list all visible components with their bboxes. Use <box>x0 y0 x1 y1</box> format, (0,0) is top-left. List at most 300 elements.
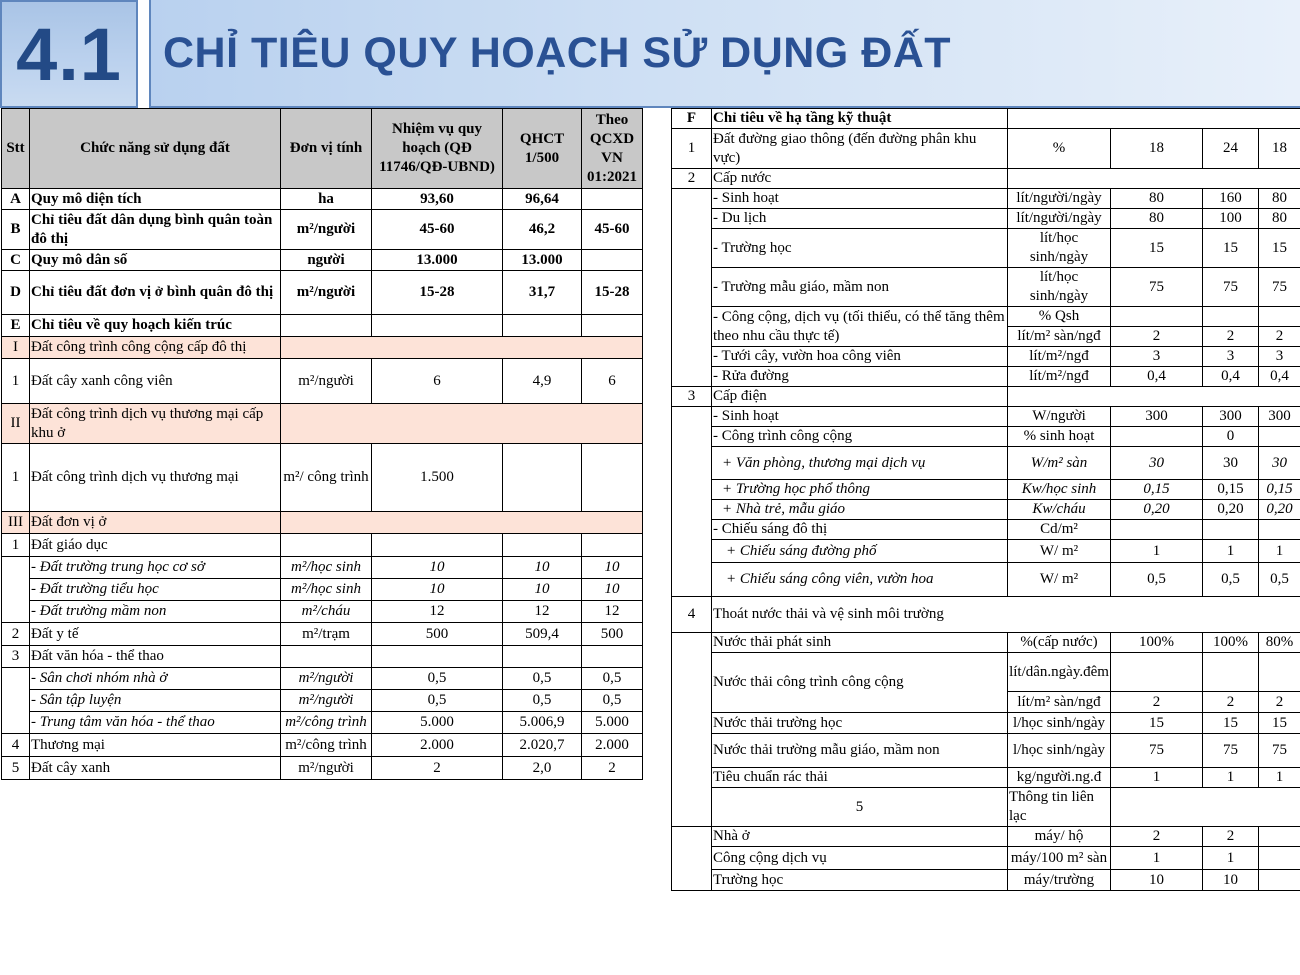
table-row <box>672 447 1300 480</box>
cell <box>2 557 30 623</box>
cell: Nước thải phát sinh <box>712 633 1008 653</box>
cell <box>1111 427 1203 447</box>
cell: 75 <box>1111 268 1203 307</box>
header-cell: Đơn vị tính <box>281 109 372 189</box>
cell: 0,4 <box>1259 367 1300 387</box>
table-row <box>672 653 1300 692</box>
table-row <box>2 668 643 690</box>
cell: C <box>2 250 30 271</box>
cell <box>1008 169 1300 189</box>
cell: W/ m² <box>1008 563 1111 597</box>
cell <box>582 444 643 512</box>
cell: 0,5 <box>1259 563 1300 597</box>
cell: 300 <box>1111 407 1203 427</box>
cell: Thông tin liên lạc <box>1008 788 1111 827</box>
table-row <box>2 601 643 623</box>
cell <box>372 534 503 557</box>
cell: 12 <box>582 601 643 623</box>
table-row <box>2 557 643 579</box>
cell <box>281 646 372 668</box>
cell: 5.000 <box>582 712 643 734</box>
cell: - Tưới cây, vườn hoa công viên <box>712 347 1008 367</box>
table-row <box>2 646 643 668</box>
cell <box>1259 653 1300 692</box>
cell: Đất công trình công cộng cấp đô thị <box>30 337 281 359</box>
cell: 1 <box>1203 540 1259 563</box>
cell: 10 <box>1203 870 1259 891</box>
cell: 31,7 <box>503 271 582 315</box>
cell: W/m² sàn <box>1008 447 1111 480</box>
cell: - Đất trường tiểu học <box>30 579 281 601</box>
table-row <box>2 623 643 646</box>
cell: 0,15 <box>1111 480 1203 500</box>
cell: 100 <box>1203 209 1259 229</box>
cell: 2,0 <box>503 757 582 780</box>
cell: 1 <box>2 444 30 512</box>
header-cell: Stt <box>2 109 30 189</box>
cell: D <box>2 271 30 315</box>
cell: m²/công trình <box>281 712 372 734</box>
cell: 1.500 <box>372 444 503 512</box>
cell: - Công trình công cộng <box>712 427 1008 447</box>
cell <box>1111 788 1300 827</box>
cell: E <box>2 315 30 337</box>
table-row <box>2 690 643 712</box>
cell: 4 <box>2 734 30 757</box>
cell: lít/học sinh/ngày <box>1008 268 1111 307</box>
cell: 500 <box>372 623 503 646</box>
cell: 45-60 <box>372 210 503 250</box>
cell: m²/người <box>281 271 372 315</box>
cell: Quy mô diện tích <box>30 189 281 210</box>
table-row <box>672 109 1300 129</box>
cell: 0,5 <box>1203 563 1259 597</box>
cell: l/học sinh/ngày <box>1008 713 1111 734</box>
section-row <box>2 404 643 444</box>
cell: 80 <box>1111 189 1203 209</box>
cell: Cd/m² <box>1008 520 1111 540</box>
cell: 2 <box>1259 692 1300 713</box>
cell: Đất cây xanh công viên <box>30 359 281 404</box>
cell: 75 <box>1203 268 1259 307</box>
cell: 160 <box>1203 189 1259 209</box>
cell: % Qsh <box>1008 307 1111 327</box>
cell <box>672 189 712 387</box>
cell <box>1008 109 1300 129</box>
cell: máy/trường <box>1008 870 1111 891</box>
cell: 2 <box>1259 327 1300 347</box>
cell: 3 <box>2 646 30 668</box>
table-row <box>2 734 643 757</box>
cell: 18 <box>1111 129 1203 169</box>
cell: + Trường học phổ thông <box>712 480 1008 500</box>
table-row <box>2 359 643 404</box>
cell: 0,20 <box>1259 500 1300 520</box>
cell: 30 <box>1203 447 1259 480</box>
cell: l/học sinh/ngày <box>1008 734 1111 768</box>
table-row <box>672 500 1300 520</box>
cell: Công cộng dịch vụ <box>712 847 1008 870</box>
cell: Quy mô dân số <box>30 250 281 271</box>
cell <box>1203 520 1259 540</box>
cell: m²/ công trình <box>281 444 372 512</box>
cell: 2 <box>582 757 643 780</box>
table-row <box>672 847 1300 870</box>
cell: Chỉ tiêu về quy hoạch kiến trúc <box>30 315 281 337</box>
cell <box>672 407 712 597</box>
cell: + Chiếu sáng công viên, vườn hoa <box>712 563 1008 597</box>
table-row <box>672 633 1300 653</box>
cell <box>1259 427 1300 447</box>
cell <box>281 512 643 534</box>
cell <box>672 633 712 827</box>
cell: 1 <box>1111 768 1203 788</box>
cell: - Sân chơi nhóm nhà ở <box>30 668 281 690</box>
cell: + Văn phòng, thương mại dịch vụ <box>712 447 1008 480</box>
cell: 24 <box>1203 129 1259 169</box>
table-row <box>672 480 1300 500</box>
cell <box>503 315 582 337</box>
cell: - Sân tập luyện <box>30 690 281 712</box>
cell: + Nhà trẻ, mẫu giáo <box>712 500 1008 520</box>
cell: Đất y tế <box>30 623 281 646</box>
cell <box>372 315 503 337</box>
land-use-table <box>1 108 643 780</box>
cell: lít/học sinh/ngày <box>1008 229 1111 268</box>
cell: 509,4 <box>503 623 582 646</box>
cell: 2 <box>1111 827 1203 847</box>
cell: 10 <box>1111 870 1203 891</box>
cell: 0,20 <box>1111 500 1203 520</box>
cell: % sinh hoạt <box>1008 427 1111 447</box>
page-title: CHỈ TIÊU QUY HOẠCH SỬ DỤNG ĐẤT <box>163 28 952 77</box>
cell: 1 <box>1111 540 1203 563</box>
cell: 300 <box>1259 407 1300 427</box>
table-row <box>672 540 1300 563</box>
cell: F <box>672 109 712 129</box>
cell: 0,5 <box>1111 563 1203 597</box>
cell: Đất văn hóa - thể thao <box>30 646 281 668</box>
cell: 2 <box>1111 692 1203 713</box>
cell: lít/m²/ngđ <box>1008 367 1111 387</box>
section-row <box>2 337 643 359</box>
table-row <box>2 444 643 512</box>
table-row <box>672 169 1300 189</box>
cell: 15 <box>1259 713 1300 734</box>
table-row <box>672 870 1300 891</box>
cell: 0 <box>1203 427 1259 447</box>
cell: 75 <box>1111 734 1203 768</box>
cell: 12 <box>372 601 503 623</box>
header-cell: Theo QCXD VN 01:2021 <box>582 109 643 189</box>
table-row <box>672 209 1300 229</box>
cell: 3 <box>1111 347 1203 367</box>
cell: Nhà ở <box>712 827 1008 847</box>
table-row <box>672 768 1300 788</box>
cell <box>503 444 582 512</box>
table-row <box>672 520 1300 540</box>
cell: 6 <box>582 359 643 404</box>
cell: 5.000 <box>372 712 503 734</box>
cell: 0,15 <box>1203 480 1259 500</box>
cell <box>582 646 643 668</box>
cell: 75 <box>1203 734 1259 768</box>
table-row <box>672 229 1300 268</box>
cell <box>1111 520 1203 540</box>
table-row <box>2 315 643 337</box>
cell: lít/m²/ngđ <box>1008 347 1111 367</box>
cell: + Chiếu sáng đường phố <box>712 540 1008 563</box>
cell: 6 <box>372 359 503 404</box>
cell: Thương mại <box>30 734 281 757</box>
cell: m²/học sinh <box>281 579 372 601</box>
table-row <box>672 367 1300 387</box>
cell: Đất công trình dịch vụ thương mại <box>30 444 281 512</box>
table-row <box>672 387 1300 407</box>
table-row <box>2 534 643 557</box>
cell: Chỉ tiêu đất dân dụng bình quân toàn đô thị <box>30 210 281 250</box>
cell: - Công cộng, dịch vụ (tối thiểu, có thể tăng thêm theo nhu cầu thực tế) <box>712 307 1008 347</box>
cell <box>582 534 643 557</box>
cell: - Du lịch <box>712 209 1008 229</box>
cell <box>372 646 503 668</box>
table-row <box>2 757 643 780</box>
cell: - Sinh hoạt <box>712 407 1008 427</box>
cell: - Trường học <box>712 229 1008 268</box>
cell: 3 <box>672 387 712 407</box>
cell <box>582 315 643 337</box>
cell: lít/m² sàn/ngđ <box>1008 692 1111 713</box>
cell: m²/công trình <box>281 734 372 757</box>
cell: Kw/học sinh <box>1008 480 1111 500</box>
cell: 300 <box>1203 407 1259 427</box>
cell: III <box>2 512 30 534</box>
cell: %(cấp nước) <box>1008 633 1111 653</box>
cell: 1 <box>1203 768 1259 788</box>
cell: 1 <box>1111 847 1203 870</box>
cell: lít/dân.ngày.đêm <box>1008 653 1111 692</box>
cell: 80 <box>1259 209 1300 229</box>
cell: 15-28 <box>582 271 643 315</box>
header-cell: Chức năng sử dụng đất <box>30 109 281 189</box>
cell <box>2 668 30 734</box>
cell: A <box>2 189 30 210</box>
cell: 5 <box>2 757 30 780</box>
cell: 5 <box>712 788 1008 827</box>
cell: 4,9 <box>503 359 582 404</box>
cell: 10 <box>582 579 643 601</box>
cell: 1 <box>2 534 30 557</box>
cell: 93,60 <box>372 189 503 210</box>
cell: 3 <box>1259 347 1300 367</box>
cell: m²/người <box>281 359 372 404</box>
cell: lít/người/ngày <box>1008 189 1111 209</box>
cell: Thoát nước thải và vệ sinh môi trường <box>712 597 1300 633</box>
cell: người <box>281 250 372 271</box>
cell <box>672 827 712 891</box>
cell: Tiêu chuẩn rác thải <box>712 768 1008 788</box>
cell: B <box>2 210 30 250</box>
cell: m²/người <box>281 210 372 250</box>
section-row <box>2 512 643 534</box>
cell: 80 <box>1259 189 1300 209</box>
cell <box>503 534 582 557</box>
table-row <box>672 734 1300 768</box>
table-row <box>672 347 1300 367</box>
table-row <box>672 788 1300 827</box>
cell: 1 <box>1259 540 1300 563</box>
cell: 46,2 <box>503 210 582 250</box>
cell <box>281 315 372 337</box>
cell: kg/người.ng.đ <box>1008 768 1111 788</box>
cell: Trường học <box>712 870 1008 891</box>
cell: Chỉ tiêu về hạ tầng kỹ thuật <box>712 109 1008 129</box>
cell: 10 <box>503 557 582 579</box>
cell <box>1111 307 1203 327</box>
table-row <box>2 579 643 601</box>
cell: 75 <box>1259 734 1300 768</box>
cell: Cấp điện <box>712 387 1008 407</box>
cell: 2 <box>2 623 30 646</box>
cell <box>1203 653 1259 692</box>
cell: 3 <box>1203 347 1259 367</box>
cell <box>1008 387 1300 407</box>
cell: 2 <box>672 169 712 189</box>
cell: 0,5 <box>372 690 503 712</box>
table-row <box>2 250 643 271</box>
cell: 15 <box>1259 229 1300 268</box>
cell: m²/người <box>281 757 372 780</box>
cell: 1 <box>1203 847 1259 870</box>
cell: lít/m² sàn/ngđ <box>1008 327 1111 347</box>
cell: 2 <box>372 757 503 780</box>
table-row <box>2 712 643 734</box>
cell <box>1259 827 1300 847</box>
cell: 10 <box>582 557 643 579</box>
cell <box>1259 847 1300 870</box>
cell <box>281 337 643 359</box>
cell: 10 <box>503 579 582 601</box>
section-number-box <box>0 0 138 108</box>
cell: 0,15 <box>1259 480 1300 500</box>
cell: - Đất trường mầm non <box>30 601 281 623</box>
cell: Cấp nước <box>712 169 1008 189</box>
cell: 1 <box>2 359 30 404</box>
cell <box>281 404 643 444</box>
cell: 10 <box>372 557 503 579</box>
cell: Đất giáo dục <box>30 534 281 557</box>
cell: 0,20 <box>1203 500 1259 520</box>
cell: 75 <box>1259 268 1300 307</box>
cell: máy/ hộ <box>1008 827 1111 847</box>
cell: - Sinh hoạt <box>712 189 1008 209</box>
cell: 2.000 <box>582 734 643 757</box>
cell: 5.006,9 <box>503 712 582 734</box>
cell: 80 <box>1111 209 1203 229</box>
cell: W/ m² <box>1008 540 1111 563</box>
cell <box>1259 307 1300 327</box>
cell: 1 <box>672 129 712 169</box>
table-row <box>2 271 643 315</box>
cell: 30 <box>1259 447 1300 480</box>
cell: 13.000 <box>503 250 582 271</box>
table-row <box>672 189 1300 209</box>
cell: 2 <box>1203 692 1259 713</box>
cell: 30 <box>1111 447 1203 480</box>
cell: Nước thải trường học <box>712 713 1008 734</box>
cell: 45-60 <box>582 210 643 250</box>
table-row <box>672 563 1300 597</box>
cell: m²/học sinh <box>281 557 372 579</box>
cell <box>1111 653 1203 692</box>
cell: - Chiếu sáng đô thị <box>712 520 1008 540</box>
cell: m²/người <box>281 668 372 690</box>
cell <box>582 250 643 271</box>
cell: 0,5 <box>503 668 582 690</box>
cell: 12 <box>503 601 582 623</box>
cell: - Trường mẫu giáo, mầm non <box>712 268 1008 307</box>
table-row <box>2 210 643 250</box>
cell <box>1203 307 1259 327</box>
cell: 15 <box>1111 229 1203 268</box>
cell: ha <box>281 189 372 210</box>
cell: W/người <box>1008 407 1111 427</box>
cell <box>281 534 372 557</box>
cell: 2.020,7 <box>503 734 582 757</box>
cell: 15 <box>1203 713 1259 734</box>
cell: lít/người/ngày <box>1008 209 1111 229</box>
cell: % <box>1008 129 1111 169</box>
cell: 15 <box>1203 229 1259 268</box>
cell: 15-28 <box>372 271 503 315</box>
cell: 2 <box>1203 827 1259 847</box>
table-row <box>672 129 1300 169</box>
cell: 13.000 <box>372 250 503 271</box>
cell: m²/cháu <box>281 601 372 623</box>
cell: Kw/cháu <box>1008 500 1111 520</box>
cell: Chỉ tiêu đất đơn vị ở bình quân đô thị <box>30 271 281 315</box>
cell: - Rửa đường <box>712 367 1008 387</box>
cell: Nước thải trường mẫu giáo, mầm non <box>712 734 1008 768</box>
cell: máy/100 m² sàn <box>1008 847 1111 870</box>
section-number: 4.1 <box>16 12 122 96</box>
table-row <box>2 189 643 210</box>
header-cell: QHCT 1/500 <box>503 109 582 189</box>
cell: m²/người <box>281 690 372 712</box>
cell <box>1259 520 1300 540</box>
cell: 100% <box>1203 633 1259 653</box>
cell <box>1259 870 1300 891</box>
cell: 0,5 <box>582 668 643 690</box>
cell: 0,5 <box>582 690 643 712</box>
cell: - Đất trường trung học cơ sở <box>30 557 281 579</box>
cell: m²/trạm <box>281 623 372 646</box>
cell: 1 <box>1259 768 1300 788</box>
cell: 500 <box>582 623 643 646</box>
cell: 2 <box>1203 327 1259 347</box>
table-row <box>672 827 1300 847</box>
table-row <box>672 307 1300 327</box>
title-banner <box>149 0 1300 108</box>
cell: Đất đường giao thông (đến đường phân khu vực) <box>712 129 1008 169</box>
cell: 2.000 <box>372 734 503 757</box>
cell: 4 <box>672 597 712 633</box>
cell: 10 <box>372 579 503 601</box>
table-row <box>672 597 1300 633</box>
table-row <box>672 268 1300 307</box>
cell: 0,5 <box>503 690 582 712</box>
cell: 96,64 <box>503 189 582 210</box>
